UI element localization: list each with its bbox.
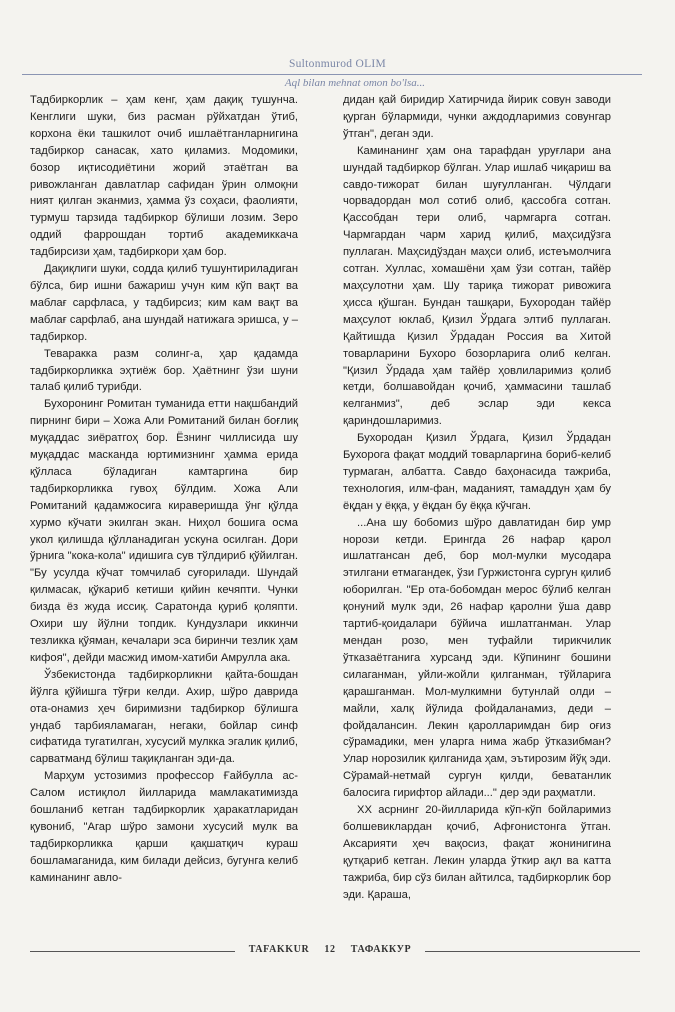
page-footer (0, 944, 675, 958)
footer-journal-latin: TAFAKKUR (248, 944, 310, 955)
footer-journal-cyrillic: ТАФАККУР (350, 944, 412, 955)
paragraph: ...Ана шу бобомиз шўро давлатидан бир умр норози кетди. Ерингда 26 нафар қарол ишлатгансан деб, бор мол-мулки мусодара этилгани етмагандек, ўзи Гуржистонга сургун қилиб юборилган. "Ер ота-бобомдан мерос бўлиб келган қонуний мулк эди, 26 нафар қаролни ўша давр тартиб-қоидалари бўйича ишлатганман. Улар мендан розо, мен туфайли тирикчилик ўтказаётганига хурсанд эди. Кўпининг бошини силаганман, уйли-жойли қилганман, тўйларига қарашганман. Мол-мулкимни бутунлай олди – майли, халқ йўлида фойдаланамиз, деди – фойдалансин. Лекин қаролларимдан бир оғиз сўрамадики, мен уларга нима жабр ўтказибман? Улар норозилик қилганида ҳам, эътирозим йўқ эди. Сўрамай-нетмай сургун қилди, беватанлик балосига гирифтор айлади..." дер эди раҳматли. (343, 516, 611, 800)
right-column (343, 92, 611, 904)
header-rule (22, 74, 642, 75)
paragraph: Дақиқлиги шуки, содда қилиб тушунтириладиган бўлса, бир ишни бажариш учун ким кўп вақт ва маблағ сарфласа, у тадбирсиз; ким кам вақт ва маблағ сарфлаб, ана шундай натижага эришса, у – тадбиркор. (30, 263, 298, 343)
paragraph: Ўзбекистонда тадбиркорликни қайта-бошдан йўлга қўйишга тўғри келди. Ахир, шўро даврида ота-онамиз ҳеч биримизни тадбиркор бўлишга ундаб тарбияламаган, негаки, бойлар синф сифатида тугатилган, хусусий мулкка эгалик қилиб, сарватманд бўлиш тақиқланган эди-да. (30, 668, 298, 766)
paragraph: XX асрнинг 20-йилларида кўп-кўп бойларимиз болшевиклардан қочиб, Афғонистонга ўтган. Аксарияти ҳеч вақосиз, фақат жонинигина қутқариб кетган. Лекин уларда ўткир ақл ва катта тажриба, бир сўз билан айтилса, тадбиркорлик бор эди. Қараша, (343, 804, 611, 901)
paragraph: Марҳум устозимиз профессор Ғайбулла ас-Салом истиқлол йилларида мамлакатимизда бошланиб кетган тадбиркорлик ҳаракатларидан қувониб, "Агар шўро замони хусусий мулк ва тадбиркорликка қарши қақшатқич кураш бошламаганида, ким билади дейсиз, бугунга келиб каминанинг авло- (30, 770, 298, 884)
paragraph: Бухородан Қизил Ўрдага, Қизил Ўрдадан Бухорога фақат моддий товарларгина бориб-келиб турмаган, албатта. Савдо баҳонасида тажриба, технология, илм-фан, маданият, тамаддун ҳам бу ёқдан у ёққа, у ёқдан бу ёққа кўчган. (343, 432, 611, 512)
paragraph: Теваракка разм солинг-а, ҳар қадамда тадбиркорликка эҳтиёж бор. Ҳаётнинг ўзи шуни талаб қилиб турибди. (30, 347, 298, 394)
running-header-subtitle: Aql bilan mehnat omon bo'lsa... (284, 77, 425, 89)
footer-text (240, 944, 420, 955)
left-column (30, 92, 298, 887)
paragraph: Тадбиркорлик – ҳам кенг, ҳам дақиқ тушунча. Кенглиги шуки, биз расман рўйхатдан ўтиб, корхона ёки ташкилот очиб ишлаётганларнигина тадбиркор санасак, хато қиламиз. Модомики, бозор иқтисодиётини жорий этаётган ва ривожланган давлатлар сафидан ўрин олмоқни ният қилган эканмиз, ҳамма ўз соҳаси, фаолияти, турмуш тарзида тадбиркор бўлиши лозим. Зеро оддий фаррошдан тортиб академиккача тадбирсизи ҳам, тадбиркори ҳам бор. (30, 94, 298, 259)
running-header-author: Sultonmurod OLIM (288, 58, 387, 70)
footer-rule-right (425, 951, 640, 952)
paragraph: Каминанинг ҳам она тарафдан уруғлари ана шундай тадбиркор бўлган. Улар ишлаб чиқариш ва савдо-тижорат билан шуғулланган. Чўлдаги чорвадордан мол сотиб олиб, қассобга сотган. Қассобдан тери олиб, чармгарга сотган. Чармгардан чарм харид қилиб, маҳсидўзга пуллаган. Маҳсидўздан маҳси олиб, истеъмолчига сотган. Хуллас, хомашёни ҳам ўзи сотган, тайёр маҳсулотни ҳам. Шу тариқа тижорат ривожига ҳисса қўшган. Бундан ташқари, Бухородан тайёр маҳсулот юклаб, Қизил Ўрдага элтиб пуллаган. Қайтишда Қизил Ўрдадан Россия ва Хитой товарларини Бухоро бозорларига олиб келган. "Қизил Ўрдада ҳам тайёр ҳовлиларимиз қолиб кетди, болшавойдан қочиб, ҳаммасини ташлаб келганмиз", деб эслар эди кекса қариндошларимиз. (343, 144, 611, 428)
paragraph: Бухоронинг Ромитан туманида етти нақшбандий пирнинг бири – Хожа Али Ромитаний билан боғлиқ муқаддас зиёратгоҳ бор. Ёзнинг чиллисида шу муқаддас масканда юртимизнинг ҳамма ерида қўлласа бўладиган камтаргина бир тадбиркорликка гувоҳ бўлдим. Хожа Али Ромитаний қадамжосига кираверишда ўнг қўлда хурмо кўчати экилган экан. Ниҳол бошига осма укол қилишда қўлланадиган ускуна осилган. Дори ўрнига "кока-кола" идишига сув тўлдириб қўйилган. "Бу усулда кўчат томчилаб суғорилади. Шундай қилмасак, қўкариб кетиши қийин кечяпти. Чунки бизда ёз жуда иссиқ. Саратонда қуриб қоляпти. Охири шу йўлни топдик. Кундузлари иккинчи тезликка қўяман, кечалари эса биринчи тезлик ҳам кифоя", дейди масжид имом-хатиби Амрулла ака. (30, 398, 298, 664)
paragraph: дидан қай биридир Хатирчида йирик совун заводи қурган бўлармиди, чунки аждодларимиз совунгар ўтган", деган эди. (343, 94, 611, 140)
page-number: 12 (324, 944, 336, 955)
footer-rule-left (30, 951, 235, 952)
